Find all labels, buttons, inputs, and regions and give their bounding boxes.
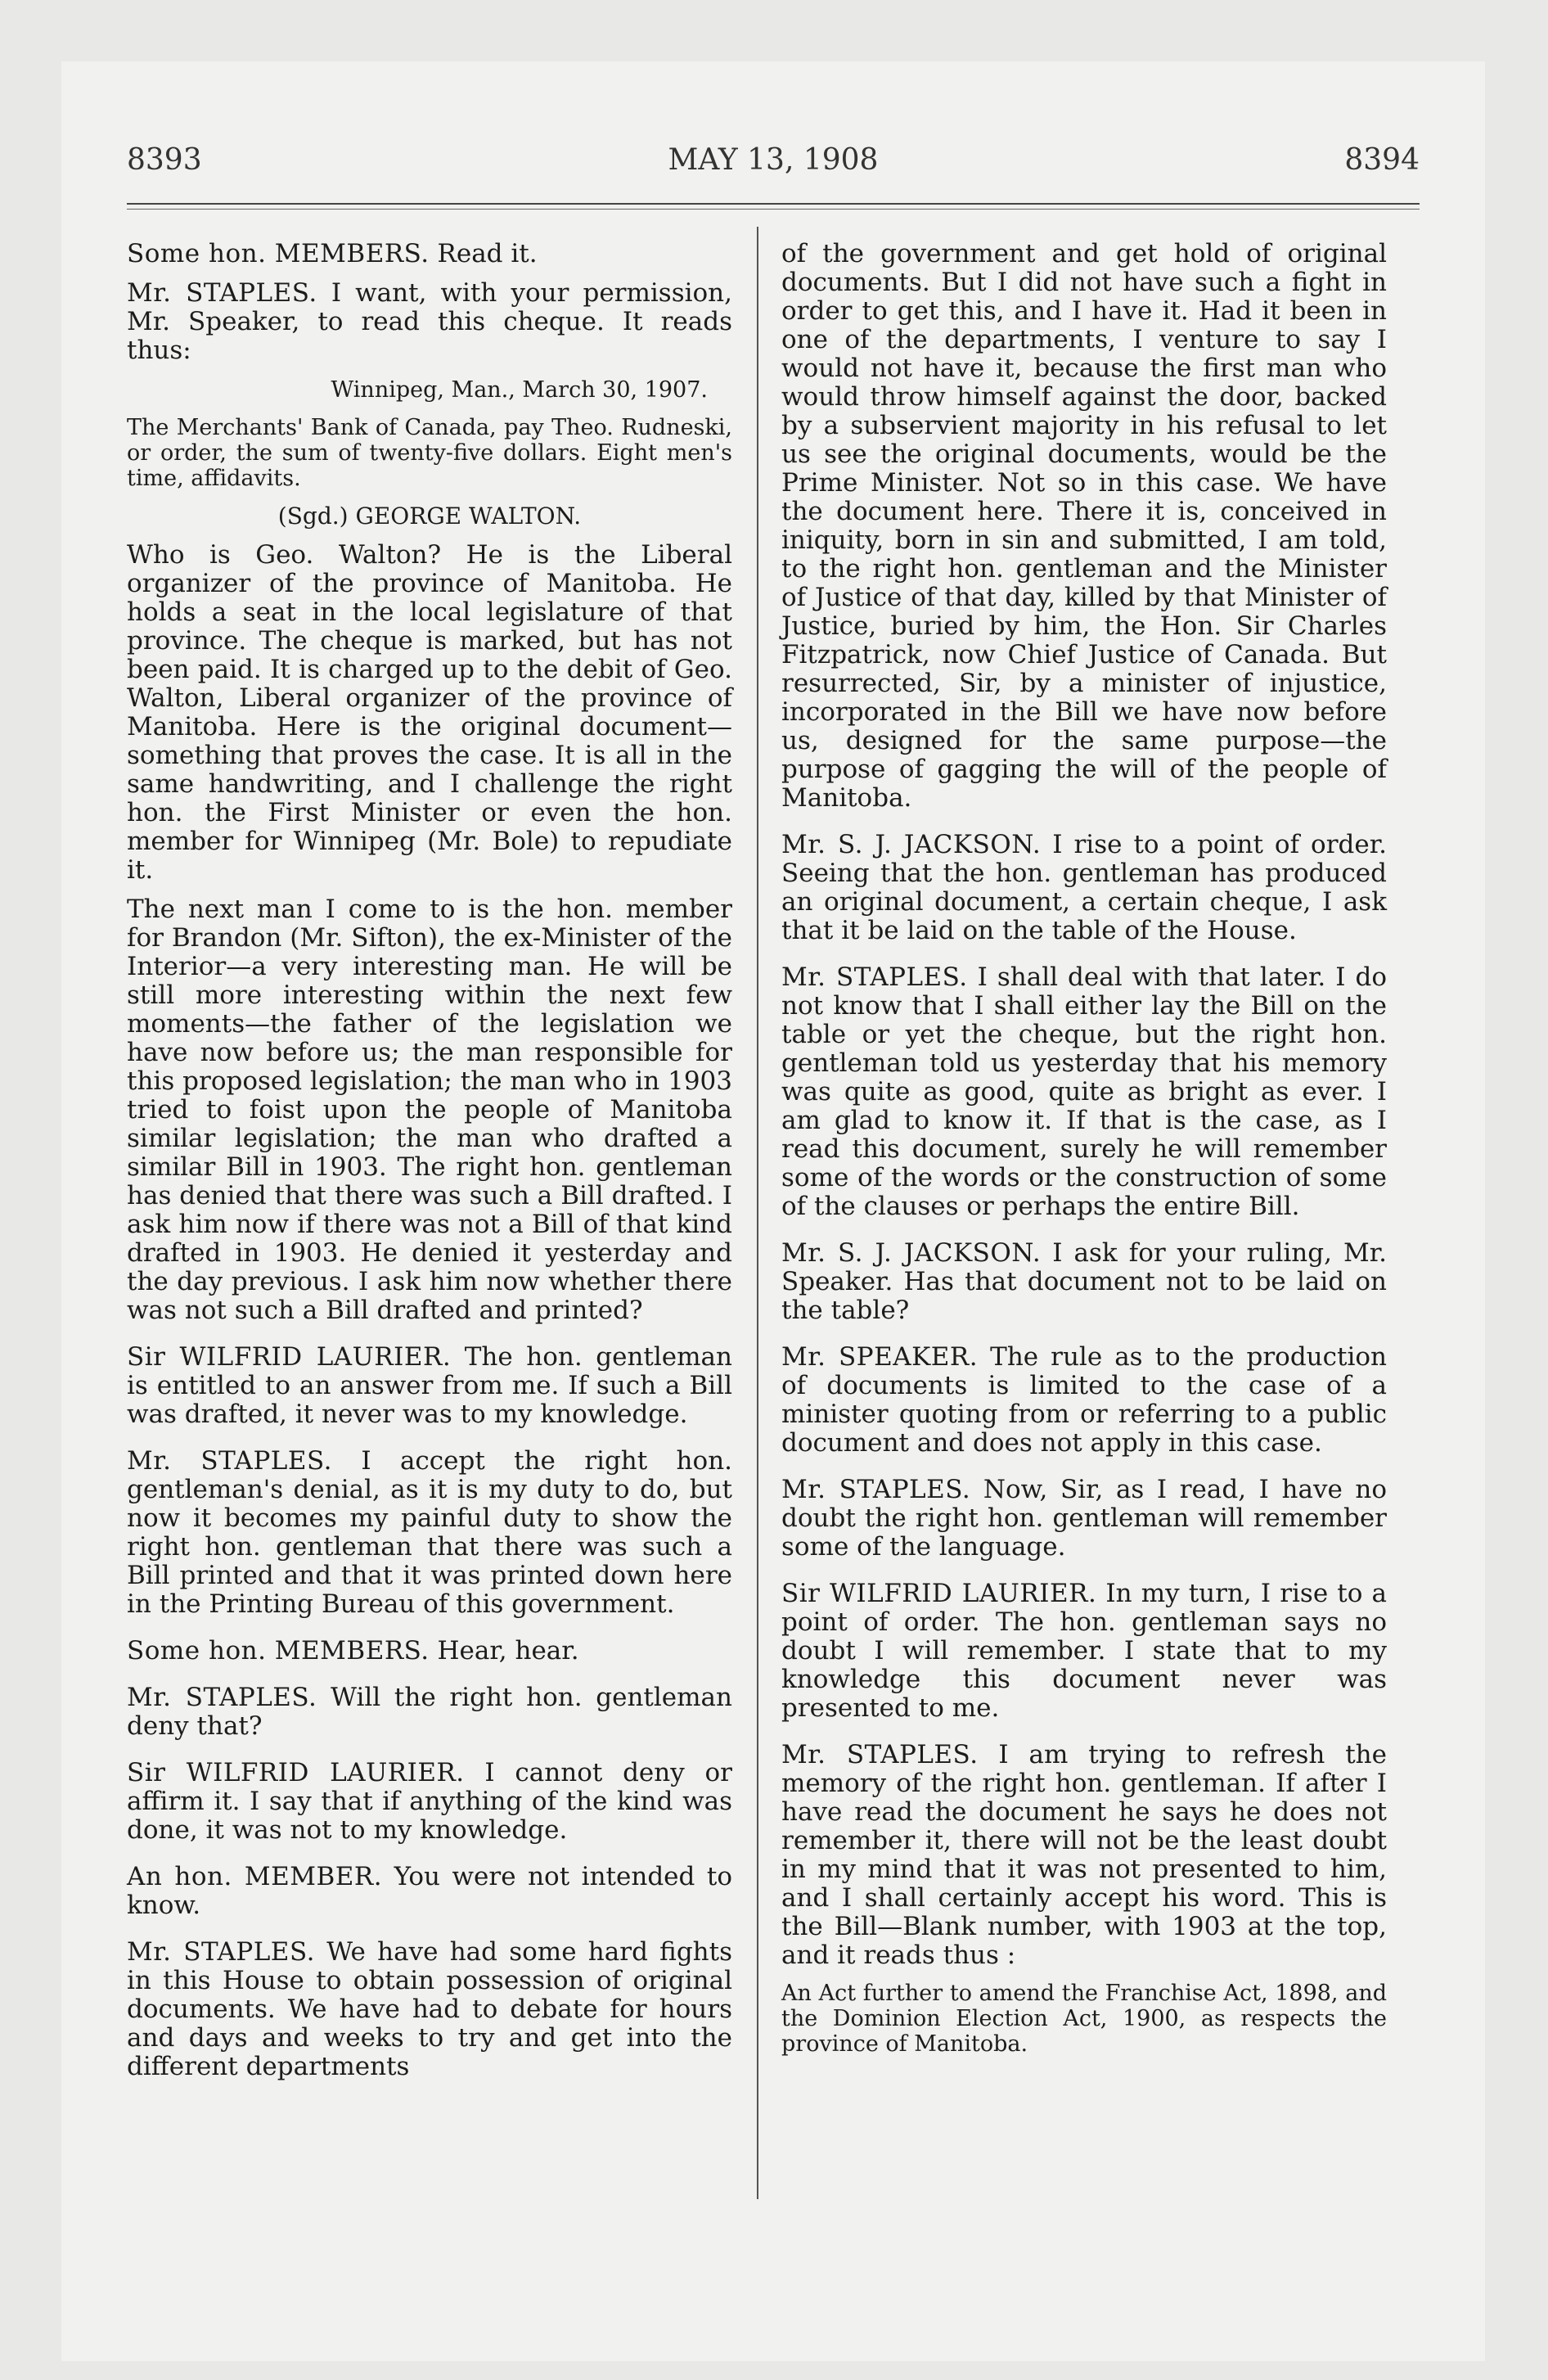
- left-column: [127, 240, 732, 2092]
- left-page-number: 8393: [127, 143, 202, 177]
- paragraph: Some hon. MEMBERS. Read it.: [127, 239, 538, 268]
- header-rule-thin: [127, 209, 1420, 210]
- paragraph: Mr. STAPLES. We have had some hard fights in this House to obtain possession of original documents. We have had to debate for hours and days and weeks to try and get into the different departments: [127, 1937, 733, 2081]
- cheque-text: The Merchants' Bank of Canada, pay Theo. Rudneski, or order, the sum of twenty-five dollars. Eight men's time, affidavits.: [127, 415, 732, 491]
- paragraph: Some hon. MEMBERS. Hear, hear.: [127, 1636, 579, 1666]
- paragraph: Mr. STAPLES. Now, Sir, as I read, I have no doubt the right hon. gentleman will remember some of the language.: [781, 1475, 1388, 1562]
- paragraph: Mr. STAPLES. Will the right hon. gentleman deny that?: [127, 1683, 732, 1741]
- column-divider: [757, 227, 758, 2199]
- paragraph: Sir WILFRID LAURIER. The hon. gentleman is entitled to an answer from me. If such a Bill was drafted, it never was to my knowledge.: [127, 1342, 732, 1429]
- right-page-number: 8394: [1344, 143, 1420, 177]
- page: [61, 61, 1485, 2361]
- paragraph: Who is Geo. Walton? He is the Liberal organizer of the province of Manitoba. He holds a seat in the local legislature of that province. The cheque is marked, but has not been paid. It is charged up to the debit of Geo. Walton, Liberal organizer of the province of Manitoba. Here is the original document— something that proves the case. It is all in the same handwriting, and I challenge the right hon. the First Minister or even the hon. member for Winnipeg (Mr. Bole) to repudiate it.: [127, 540, 732, 885]
- paragraph: Mr. S. J. JACKSON. I ask for your ruling, Mr. Speaker. Has that document not to be laid on the table?: [781, 1238, 1387, 1325]
- paragraph: An hon. MEMBER. You were not intended to know.: [127, 1862, 732, 1920]
- paragraph: Mr. STAPLES. I accept the right hon. gentleman's denial, as it is my duty to do, but now it becomes my painful duty to show the right hon. gentleman that there was such a Bill printed and that it was printed down here in the Printing Bureau of this government.: [127, 1446, 733, 1619]
- paragraph: Mr. SPEAKER. The rule as to the production of documents is limited to the case of a minister quoting from or referring to a public document and does not apply in this case.: [781, 1342, 1387, 1458]
- bill-title: An Act further to amend the Franchise Act, 1898, and the Dominion Election Act, 1900, as respects the province of Manitoba.: [781, 1981, 1387, 2057]
- header-rule: [127, 203, 1420, 205]
- paragraph: Mr. STAPLES. I shall deal with that later. I do not know that I shall either lay the Bill on the table or yet the cheque, but the right hon. gentleman told us yesterday that his memory was quite as good, quite as bright as ever. I am glad to know it. If that is the case, as I read this document, surely he will remember some of the words or the construction of some of the clauses or perhaps the entire Bill.: [781, 962, 1388, 1221]
- paragraph: The next man I come to is the hon. member for Brandon (Mr. Sifton), the ex-Minister of the Interior—a very interesting man. He will be still more interesting within the next few moments—the father of the legislation we have now before us; the man responsible for this proposed legislation; the man who in 1903 tried to foist upon the people of Manitoba similar legislation; the man who drafted a similar Bill in 1903. The right hon. gentleman has denied that there was such a Bill drafted. I ask him now if there was not a Bill of that kind drafted in 1903. He denied it yesterday and the day previous. I ask him now whether there was not such a Bill drafted and printed?: [127, 895, 732, 1325]
- paragraph: of the government and get hold of original documents. But I did not have such a fight in order to get this, and I have it. Had it been in one of the departments, I venture to say I would not have it, because the first man who would throw himself against the door, backed by a subservient majority in his refusal to let us see the original documents, would be the Prime Minister. Not so in this case. We have the document here. There it is, conceived in iniquity, born in sin and submitted, I am told, to the right hon. gentleman and the Minister of Justice of that day, killed by that Minister of Justice, buried by him, the Hon. Sir Charles Fitzpatrick, now Chief Justice of Canada. But resurrected, Sir, by a minister of injustice, incorporated in the Bill we have now before us, designed for the same purpose—the purpose of gagging the will of the people of Manitoba.: [781, 239, 1387, 813]
- right-column: [781, 240, 1387, 2067]
- cheque-dateline: Winnipeg, Man., March 30, 1907.: [331, 377, 708, 403]
- paragraph: Mr. S. J. JACKSON. I rise to a point of order. Seeing that the hon. gentleman has produced an original document, a certain cheque, I ask that it be laid on the table of the House.: [781, 830, 1387, 945]
- page-date: MAY 13, 1908: [668, 143, 879, 177]
- paragraph: Sir WILFRID LAURIER. I cannot deny or affirm it. I say that if anything of the kind was done, it was not to my knowledge.: [127, 1758, 732, 1845]
- paragraph: Sir WILFRID LAURIER. In my turn, I rise to a point of order. The hon. gentleman says no doubt I will remember. I state that to my knowledge this document never was presented to me.: [781, 1579, 1387, 1723]
- cheque-signature: (Sgd.) GEORGE WALTON.: [277, 503, 582, 530]
- paragraph: Mr. STAPLES. I want, with your permission, Mr. Speaker, to read this cheque. It reads thus:: [127, 278, 733, 365]
- paragraph: Mr. STAPLES. I am trying to refresh the memory of the right hon. gentleman. If after I have read the document he says he does not remember it, there will not be the least doubt in my mind that it was not presented to him, and I shall certainly accept his word. This is the Bill—Blank number, with 1903 at the top, and it reads thus :: [781, 1740, 1387, 1970]
